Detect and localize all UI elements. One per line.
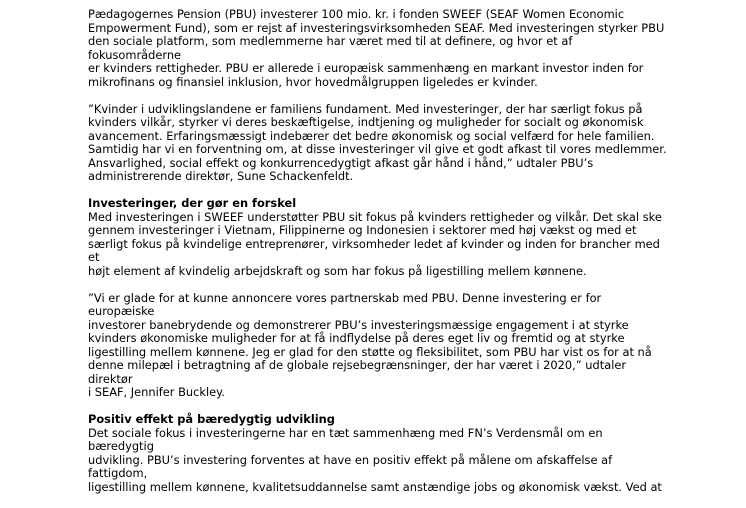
ceo-quote-paragraph: ”Kvinder i udviklingslandene er familiens fundament. Med investeringer, der har særligt fokus på kvinders vilkår, styrker vi deres beskæftigelse, indtjening og muligheder for socialt og økonomisk avancement. Erfaringsmæssigt indebærer det bedre økonomisk og social velfærd for hele familien. Samtidig har vi en forventning om, at disse investeringer vil give et godt afkast til vores medlemmer. Ansvarlighed, social effekt og konkurrencedygtigt afkast går hånd i hånd,” udtaler PBU’s administrerende direktør, Sune Schackenfeldt.	[88, 101, 667, 183]
positive-effect-paragraph: Det sociale fokus i investeringerne har en tæt sammenhæng med FN’s Verdensmål om en bæredygtig udvikling. PBU’s investering forventes at have en positiv effekt på målene om afskaffelse af fattigdom, ligestilling mellem kønnene, kvalitetsuddannelse samt anstændige jobs og økonomisk vækst. Ved at	[88, 425, 662, 494]
investments-heading: Investeringer, der gør en forskel	[88, 196, 297, 210]
seaf-quote-paragraph: ”Vi er glade for at kunne annoncere vores partnerskab med PBU. Denne investering er for europæiske investorer banebrydende og demonstrerer PBU’s investeringsmæssige engagement i at styrke kvinders økonomiske muligheder for at få indflydelse på deres eget liv og fremtid og at styrke ligestilling mellem kønnene. Jeg er glad for den støtte og fleksibilitet, som PBU har vist os for at nå denne milepæl i betragtning af de globale rejsebegrænsninger, der har været i 2020,” udtaler direktør i SEAF, Jennifer Buckley.	[88, 290, 652, 399]
intro-paragraph: Pædagogernes Pension (PBU) investerer 100 mio. kr. i fonden SWEEF (SEAF Women Economic Empowerment Fund), som er rejst af investeringsvirksomheden SEAF. Med investeringen styrker PBU den sociale platform, som medlemmerne har været med til at definere, og hvor et af fokusområderne er kvinders rettigheder. PBU er allerede i europæisk sammenhæng en markant investor inden for mikrofinans og finansiel inklusion, hvor hovedmålgruppen ligeledes er kvinder.	[88, 7, 665, 89]
document-page	[88, 8, 668, 508]
positive-effect-heading: Positiv effekt på bæredygtig udvikling	[88, 412, 335, 426]
investments-paragraph: Med investeringen i SWEEF understøtter PBU sit fokus på kvinders rettigheder og vilkår. Det skal ske gennem investeringer i Vietnam, Filippinerne og Indonesien i sektorer med høj vækst og med et særligt fokus på kvindelige entreprenører, virksomheder ledet af kvinder og inden for brancher med et højt element af kvindelig arbejdskraft og som har fokus på ligestilling mellem kønnene.	[88, 209, 662, 278]
